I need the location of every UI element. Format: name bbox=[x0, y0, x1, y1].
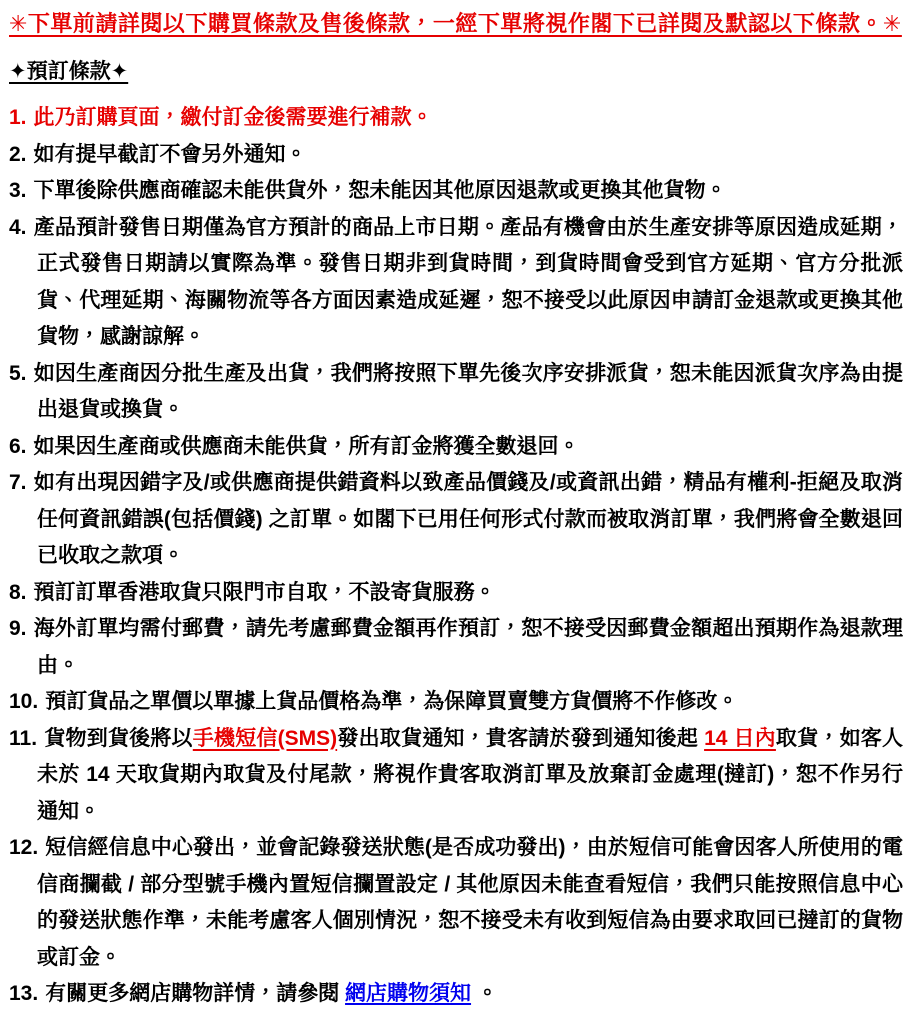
term-number: 10. bbox=[9, 690, 39, 713]
term-item-5 bbox=[9, 356, 903, 429]
term-item-13 bbox=[9, 976, 903, 1013]
term-text: 預訂貨品之單價以單據上貨品價格為準，為保障買賣雙方貨價將不作修改。 bbox=[45, 690, 739, 713]
term-text: 貨物到貨後將以 bbox=[44, 726, 193, 750]
term-number: 13. bbox=[9, 982, 39, 1005]
term-text: 取貨，如客人未於 14 天取貨期內取貨及付尾款，將視作貴客取消訂單及放棄訂金處理(撻訂)，恕不作另行通知。 bbox=[37, 726, 903, 823]
section-title-preorder-terms: ✦預訂條款✦ bbox=[9, 60, 129, 83]
term-text: 產品預計發售日期僅為官方預計的商品上市日期。產品有機會由於生產安排等原因造成延期，正式發售日期請以實際為準。發售日期非到貨時間，到貨時間會受到官方延期、官方分批派貨、代理延期、海關物流等各方面因素造成延遲，恕不接受以此原因申請訂金退款或更換其他貨物，感謝諒解。 bbox=[33, 215, 903, 348]
term-number: 2. bbox=[9, 142, 27, 166]
term-number: 9. bbox=[9, 617, 27, 640]
term-item-4 bbox=[9, 210, 903, 356]
term-text: 如果因生產商或供應商未能供貨，所有訂金將獲全數退回。 bbox=[33, 434, 580, 458]
term-item-6 bbox=[9, 429, 903, 466]
term-item-11 bbox=[9, 721, 903, 831]
term-text: 此乃訂購頁面，繳付訂金後需要進行補款。 bbox=[33, 106, 433, 129]
term-text: 預訂訂單香港取貨只限門市自取，不設寄貨服務。 bbox=[33, 580, 496, 604]
term-number: 4. bbox=[9, 215, 27, 239]
terms-list bbox=[9, 100, 903, 1013]
term-text: 發出取貨通知，貴客請於發到通知後起 bbox=[337, 726, 705, 750]
term-number: 11. bbox=[9, 726, 38, 750]
highlighted-term-text: 14 日內 bbox=[704, 726, 776, 750]
term-number: 5. bbox=[9, 361, 27, 385]
highlighted-term-text: 手機短信(SMS) bbox=[192, 726, 338, 750]
term-text: 有關更多網店購物詳情，請參閱 bbox=[45, 982, 346, 1005]
term-text: 如有提早截訂不會另外通知。 bbox=[33, 142, 307, 166]
term-number: 8. bbox=[9, 580, 27, 604]
term-item-12 bbox=[9, 830, 903, 976]
term-number: 6. bbox=[9, 434, 27, 458]
term-item-3 bbox=[9, 173, 903, 210]
term-item-7 bbox=[9, 465, 903, 575]
term-text: 短信經信息中心發出，並會記錄發送狀態(是否成功發出)，由於短信可能會因客人所使用的電信商攔截 / 部分型號手機內置短信攔置設定 / 其他原因未能查看短信，我們只能按照信息中心的發送狀態作準，未能考慮客人個別情況，恕不接受未有收到短信為由要求取回已撻訂的貨物或訂金。 bbox=[37, 836, 903, 969]
term-text: 如有出現因錯字及/或供應商提供錯資料以致產品價錢及/或資訊出錯，精品有權利-拒絕及取消任何資訊錯誤(包括價錢) 之訂單。如閣下已用任何形式付款而被取消訂單，我們將會全數退回已收取之款項。 bbox=[33, 471, 903, 567]
term-item-10 bbox=[9, 684, 903, 721]
term-item-2 bbox=[9, 137, 903, 174]
term-text: 如因生產商因分批生產及出貨，我們將按照下單先後次序安排派貨，恕未能因派貨次序為由提出退貨或換貨。 bbox=[33, 361, 903, 421]
pre-order-warning-header: ✳下單前請詳閱以下購買條款及售後條款，一經下單將視作閣下已詳閱及默認以下條款。✳ bbox=[9, 11, 902, 36]
term-item-8 bbox=[9, 575, 903, 612]
term-item-1 bbox=[9, 100, 903, 137]
term-number: 12. bbox=[9, 836, 39, 859]
term-number: 7. bbox=[9, 471, 27, 494]
term-item-9 bbox=[9, 611, 903, 684]
term-text: 下單後除供應商確認未能供貨外，恕未能因其他原因退款或更換其他貨物。 bbox=[33, 179, 727, 202]
term-text: 。 bbox=[471, 982, 498, 1005]
store-shopping-guide-link[interactable]: 網店購物須知 bbox=[345, 982, 472, 1005]
term-number: 3. bbox=[9, 179, 27, 202]
term-text: 海外訂單均需付郵費，請先考慮郵費金額再作預訂，恕不接受因郵費金額超出預期作為退款理由。 bbox=[33, 617, 903, 677]
term-number: 1. bbox=[9, 106, 27, 129]
